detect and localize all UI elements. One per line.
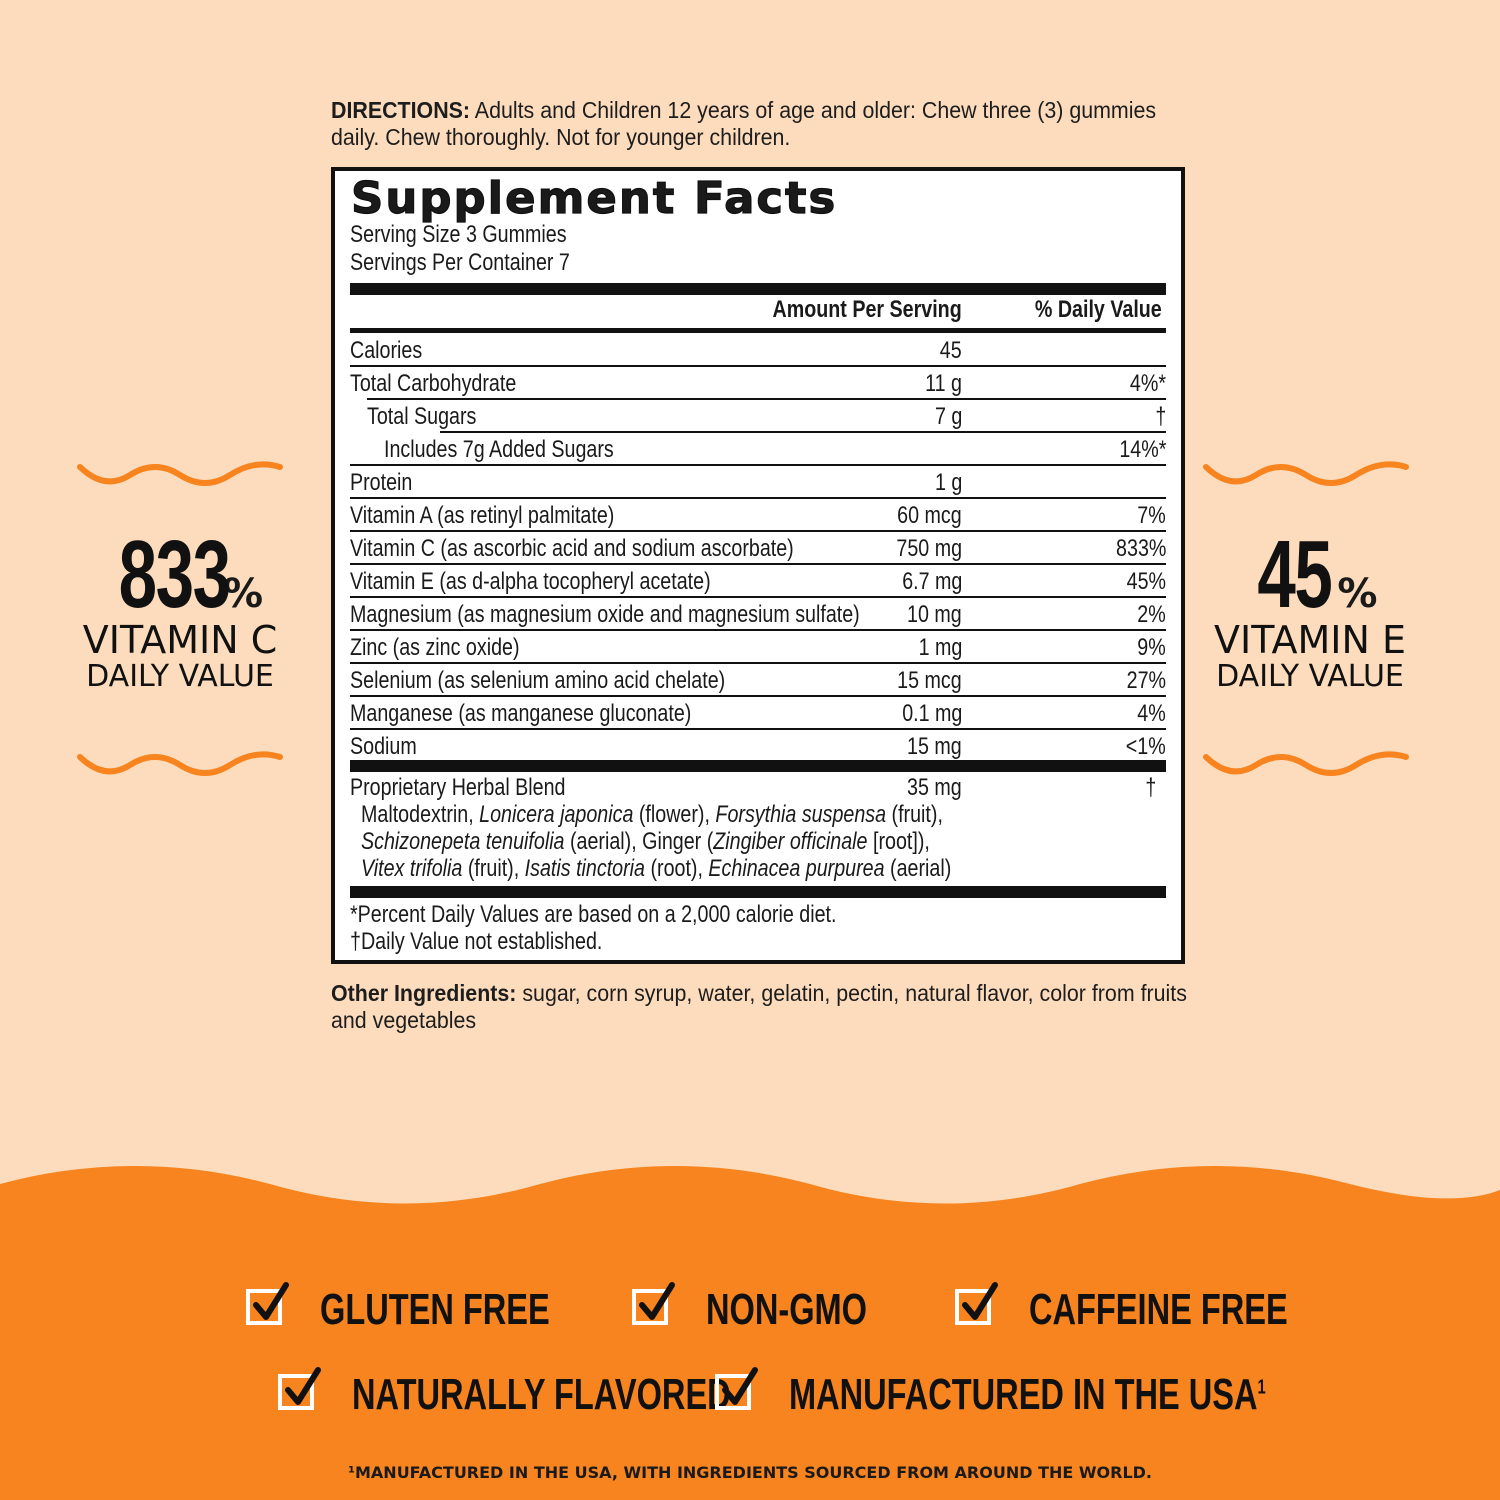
other-ingredients-text: sugar, corn syrup, water, gelatin, pectin, natural flavor, color from fruits and vegetables	[331, 980, 1187, 1033]
callout-vitamin-c	[60, 521, 300, 694]
facts-title: Supplement Facts	[351, 173, 838, 224]
callout-vitamin-e-line1: VITAMIN E	[1214, 618, 1406, 662]
nutrient-amount: 15 mg	[907, 733, 962, 760]
checkbox-icon	[278, 1374, 314, 1410]
wave-divider-bottom-right	[1202, 745, 1414, 785]
blend-text: (fruit),	[886, 801, 943, 828]
nutrient-row	[335, 630, 1181, 663]
facts-footnote-2: †Daily Value not established.	[350, 928, 603, 955]
callout-vitamin-e-number: 45	[1256, 521, 1331, 628]
other-ingredients-label: Other Ingredients:	[331, 980, 517, 1006]
nutrient-row	[335, 564, 1181, 597]
nutrient-row	[335, 399, 1181, 432]
nutrient-name: Selenium (as selenium amino acid chelate)	[350, 667, 726, 694]
nutrient-daily-value: 45%	[1126, 568, 1166, 595]
nutrient-row	[335, 465, 1181, 498]
nutrient-amount: 15 mcg	[897, 667, 962, 694]
check-mark-icon	[957, 1279, 1003, 1325]
nutrient-amount: 11 g	[925, 370, 962, 397]
nutrient-daily-value: 7%	[1137, 502, 1166, 529]
check-mark-icon	[717, 1364, 763, 1410]
nutrient-row	[335, 729, 1181, 762]
botanical-name: Zingiber officinale	[713, 828, 868, 855]
supplement-facts-panel	[331, 167, 1185, 964]
botanical-name: Schizonepeta tenuifolia	[361, 828, 565, 855]
callout-vitamin-c-number: 833	[118, 521, 230, 628]
blend-ingredients-line-2	[361, 828, 930, 856]
thick-divider	[350, 283, 1166, 295]
nutrient-row	[335, 663, 1181, 696]
wave-divider-top-left	[76, 455, 288, 495]
nutrient-name: Total Carbohydrate	[350, 370, 517, 397]
serving-size: Serving Size 3 Gummies	[350, 221, 567, 248]
nutrient-daily-value: 9%	[1137, 634, 1166, 661]
botanical-name: Vitex trifolia	[361, 855, 463, 882]
nutrient-name: Zinc (as zinc oxide)	[350, 634, 520, 661]
blend-text: (aerial), Ginger (	[564, 828, 714, 855]
blend-text: (root),	[644, 855, 709, 882]
nutrient-amount: 0.1 mg	[901, 700, 962, 727]
blend-ingredients-line-1	[361, 801, 943, 829]
claim-label	[1029, 1285, 1288, 1335]
claim-label	[352, 1370, 731, 1420]
header-daily-value: % Daily Value	[1035, 296, 1162, 323]
blend-name: Proprietary Herbal Blend	[350, 774, 566, 801]
nutrient-row	[335, 366, 1181, 399]
claim-label-text: MANUFACTURED IN THE USA	[789, 1370, 1258, 1419]
checkbox-icon	[715, 1374, 751, 1410]
nutrient-daily-value: 2%	[1137, 601, 1166, 628]
wave-divider-bottom-left	[76, 745, 288, 785]
thick-divider-3	[350, 886, 1166, 898]
nutrient-daily-value: 27%	[1126, 667, 1166, 694]
nutrient-row	[335, 597, 1181, 630]
servings-per-container: Servings Per Container 7	[350, 249, 570, 276]
nutrient-daily-value: †	[1155, 403, 1166, 430]
callout-vitamin-c-line1: VITAMIN C	[82, 618, 278, 662]
nutrient-row	[335, 498, 1181, 531]
nutrient-name: Vitamin C (as ascorbic acid and sodium ascorbate)	[350, 535, 794, 562]
claim-label-text: NATURALLY FLAVORED	[352, 1370, 731, 1419]
claim-label	[706, 1285, 867, 1335]
nutrient-daily-value: 14%*	[1118, 436, 1166, 463]
nutrient-name: Vitamin E (as d-alpha tocopheryl acetate)	[350, 568, 711, 595]
nutrient-daily-value: 833%	[1115, 535, 1166, 562]
botanical-name: Lonicera japonica	[479, 801, 634, 828]
wave-divider-top-right	[1202, 455, 1414, 495]
nutrient-name: Magnesium (as magnesium oxide and magnesium sulfate)	[350, 601, 860, 628]
claim-label-text: CAFFEINE FREE	[1029, 1285, 1288, 1334]
directions-text: Adults and Children 12 years of age and older: Chew three (3) gummies daily. Chew thoroughly. Not for younger children.	[331, 97, 1157, 150]
nutrient-row	[335, 432, 1181, 465]
nutrient-amount: 7 g	[934, 403, 962, 430]
nutrient-row	[335, 531, 1181, 564]
thick-divider-2	[350, 760, 1166, 772]
nutrient-amount: 10 mg	[907, 601, 962, 628]
blend-text: [root]),	[867, 828, 930, 855]
nutrient-amount: 1 mg	[918, 634, 962, 661]
botanical-name: Echinacea purpurea	[708, 855, 885, 882]
usa-footnote: ¹MANUFACTURED IN THE USA, WITH INGREDIENTS SOURCED FROM AROUND THE WORLD.	[347, 1463, 1153, 1482]
check-mark-icon	[280, 1364, 326, 1410]
nutrient-name: Includes 7g Added Sugars	[384, 436, 614, 463]
directions	[331, 97, 1168, 151]
blend-text: (flower),	[633, 801, 716, 828]
botanical-name: Isatis tinctoria	[524, 855, 645, 882]
blend-dv: †	[1145, 774, 1156, 801]
check-mark-icon	[248, 1279, 294, 1325]
nutrient-name: Sodium	[350, 733, 417, 760]
blend-text: (fruit),	[462, 855, 525, 882]
nutrient-daily-value: 4%*	[1129, 370, 1166, 397]
claim-label-text: NON-GMO	[706, 1285, 867, 1334]
nutrient-row	[335, 333, 1181, 366]
directions-label: DIRECTIONS:	[331, 97, 471, 123]
nutrient-daily-value: <1%	[1126, 733, 1166, 760]
check-mark-icon	[634, 1279, 680, 1325]
claim-footnote-marker: 1	[1257, 1376, 1266, 1399]
callout-vitamin-e	[1190, 521, 1430, 694]
botanical-name: Forsythia suspensa	[715, 801, 887, 828]
callout-vitamin-c-percent: %	[223, 571, 264, 617]
nutrient-name: Manganese (as manganese gluconate)	[350, 700, 692, 727]
callout-vitamin-e-percent: %	[1337, 571, 1378, 617]
nutrient-amount: 60 mcg	[897, 502, 962, 529]
blend-ingredients-line-3	[361, 855, 951, 883]
facts-footnote-1: *Percent Daily Values are based on a 2,000 calorie diet.	[350, 901, 837, 928]
checkbox-icon	[246, 1289, 282, 1325]
nutrient-name: Protein	[350, 469, 413, 496]
nutrient-name: Total Sugars	[367, 403, 477, 430]
nutrient-amount: 750 mg	[896, 535, 962, 562]
checkbox-icon	[955, 1289, 991, 1325]
nutrient-name: Calories	[350, 337, 423, 364]
nutrient-name: Vitamin A (as retinyl palmitate)	[350, 502, 615, 529]
header-amount: Amount Per Serving	[772, 296, 962, 323]
nutrient-daily-value: 4%	[1137, 700, 1166, 727]
nutrient-amount: 45	[940, 337, 962, 364]
nutrient-amount: 6.7 mg	[901, 568, 962, 595]
claim-label	[320, 1285, 550, 1335]
blend-amount: 35 mg	[907, 774, 962, 801]
claim-label	[789, 1370, 1266, 1420]
nutrient-row	[335, 696, 1181, 729]
nutrient-amount: 1 g	[934, 469, 962, 496]
callout-vitamin-c-line2: DAILY VALUE	[86, 659, 274, 694]
checkbox-icon	[632, 1289, 668, 1325]
blend-text: Maltodextrin,	[361, 801, 480, 828]
other-ingredients	[331, 980, 1205, 1034]
blend-text: (aerial)	[884, 855, 952, 882]
claim-label-text: GLUTEN FREE	[320, 1285, 550, 1334]
callout-vitamin-e-line2: DAILY VALUE	[1216, 659, 1404, 694]
